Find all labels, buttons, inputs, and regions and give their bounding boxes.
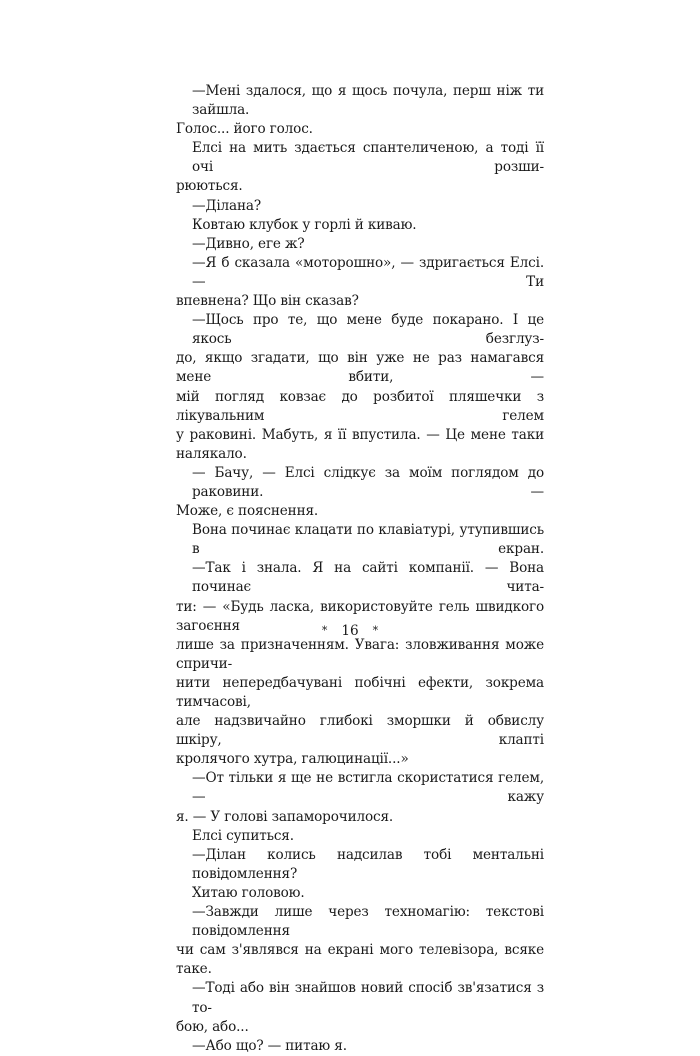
text-line: рюються. <box>176 178 243 195</box>
text-line: ти: — «Будь ласка, використовуйте гель швидкого загоєння <box>176 598 544 634</box>
text-line: —От тільки я ще не встигла скористатися гелем, — кажу <box>192 770 544 806</box>
text-line: я. — У голові запаморочилося. <box>176 808 394 825</box>
text-line: —Щось про те, що мене буде покарано. І це якось безглуз- <box>192 312 544 348</box>
text-line: впевнена? Що він сказав? <box>176 293 359 310</box>
text-line: Елсі супиться. <box>192 827 294 844</box>
page-footer <box>0 621 700 641</box>
text-line: чи сам з'являвся на екрані мого телевізора, всяке таке. <box>176 942 544 978</box>
text-line: —Ділана? <box>192 197 261 214</box>
text-line: —Завжди лише через техномагію: текстові повідомлення <box>192 904 544 940</box>
text-line: Голос... його голос. <box>176 121 313 138</box>
text-line: Ковтаю клубок у горлі й киваю. <box>192 216 417 233</box>
text-line: Елсі на мить здається спантеличеною, а тоді її очі розши- <box>192 140 544 176</box>
body-text <box>176 82 544 1056</box>
text-line: —Тоді або він знайшов новий спосіб зв'язатися з то- <box>192 980 544 1016</box>
text-line: але надзвичайно глибокі зморшки й обвислу шкіру, клапті <box>176 713 544 749</box>
text-line: Хитаю головою. <box>192 884 305 901</box>
text-line: кролячого хутра, галюцинації...» <box>176 751 409 768</box>
text-line: нити непередбачувані побічні ефекти, зокрема тимчасові, <box>176 674 544 710</box>
text-line: бою, або... <box>176 1018 249 1035</box>
text-line: Вона починає клацати по клавіатурі, утупившись в екран. <box>192 522 544 558</box>
page-number: 16 <box>341 623 359 639</box>
text-line: —Ділан колись надсилав тобі ментальні повідомлення? <box>192 846 544 882</box>
text-line: —Я б сказала «моторошно», — здригається Елсі. — Ти <box>192 254 544 290</box>
text-line: —Мені здалося, що я щось почула, перш ніж ти зайшла. <box>192 83 544 119</box>
text-line: Може, є пояснення. <box>176 503 319 520</box>
text-line: до, якщо згадати, що він уже не раз намагався мене вбити, — <box>176 350 544 386</box>
ornament-right: * <box>372 624 379 637</box>
ornament-left: * <box>321 624 328 637</box>
text-line: —Або що? — питаю я. <box>192 1037 347 1054</box>
text-line: у раковині. Мабуть, я її впустила. — Це мене таки налякало. <box>176 426 544 462</box>
text-line: мій погляд ковзає до розбитої пляшечки з лікувальним гелем <box>176 388 544 424</box>
text-line: лише за призначенням. Увага: зловживання може спричи- <box>176 636 544 672</box>
text-line: — Бачу, — Елсі слідкує за моїм поглядом до раковини. — <box>192 464 544 500</box>
text-line: —Дивно, еге ж? <box>192 235 305 252</box>
text-line: —Так і знала. Я на сайті компанії. — Вона починає чита- <box>192 560 544 596</box>
